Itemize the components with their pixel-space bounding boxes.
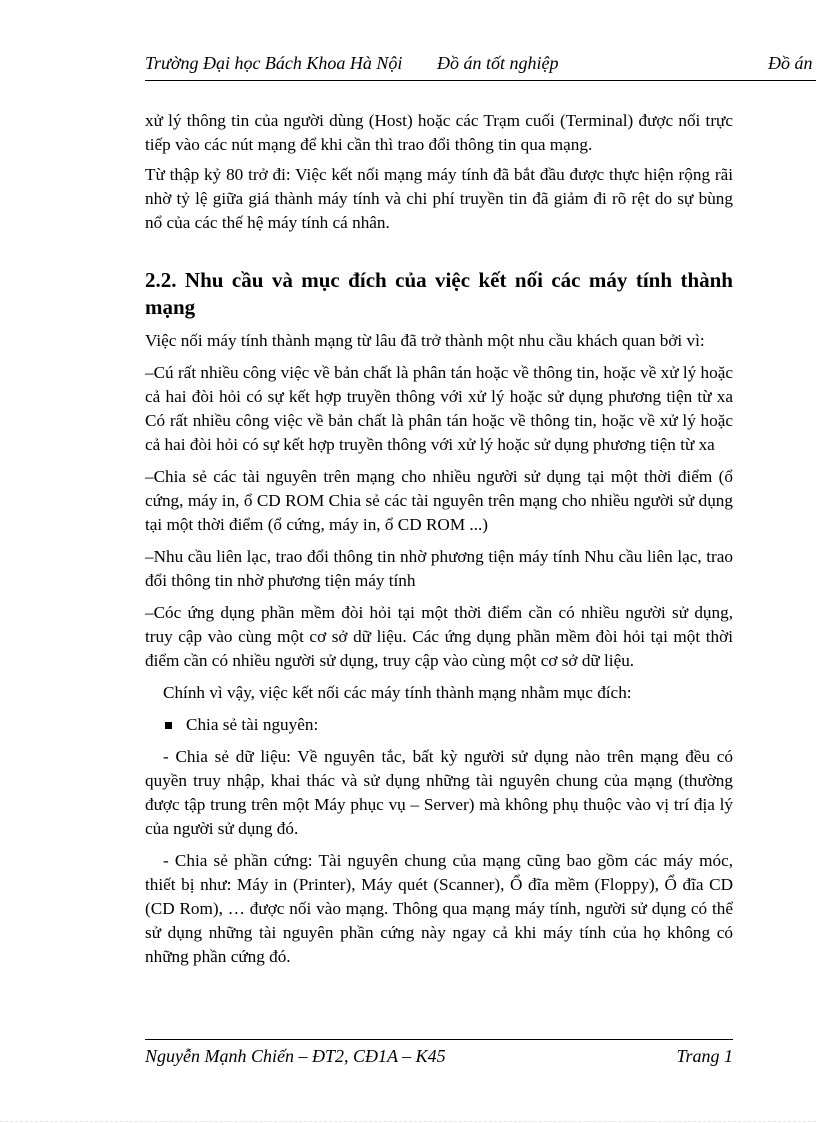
header-school: Trường Đại học Bách Khoa Hà Nội	[145, 53, 403, 73]
page-edge	[0, 1121, 816, 1122]
header-divider	[145, 80, 816, 81]
footer-author: Nguyễn Mạnh Chiến – ĐT2, CĐ1A – K45	[145, 1046, 446, 1066]
header-right-title: Đồ án	[768, 53, 813, 73]
bullet-item	[165, 713, 733, 737]
footer-page-number: Trang 1	[676, 1046, 733, 1066]
paragraph: Việc nối máy tính thành mạng từ lâu đã trở thành một nhu cầu khách quan bởi vì:	[145, 331, 705, 350]
document-body	[145, 109, 733, 977]
bullet-text: Chia sẻ tài nguyên:	[186, 715, 319, 734]
header-project-title: Đồ án tốt nghiệp	[437, 53, 559, 73]
section-heading: 2.2. Nhu cầu và mục đích của việc kết nối các máy tính thành mạng	[145, 268, 733, 319]
paragraph: xử lý thông tin của người dùng (Host) hoặc các Trạm cuối (Terminal) được nối trực tiếp vào các nút mạng để khi cần thì trao đổi thông tin qua mạng.	[145, 111, 733, 154]
paragraph: –Nhu cầu liên lạc, trao đổi thông tin nhờ phương tiện máy tính Nhu cầu liên lạc, trao đổi thông tin nhờ phương tiện máy tính	[145, 547, 733, 590]
paragraph: - Chia sẻ phần cứng: Tài nguyên chung của mạng cũng bao gồm các máy móc, thiết bị như: Máy in (Printer), Máy quét (Scanner), Ổ đĩa mềm (Floppy), Ổ đĩa CD (CD Rom), … được nối vào mạng. Thông qua mạng máy tính, người sử dụng có thể sử dụng những tài nguyên phần cứng này ngay cả khi máy tính của họ không có những phần cứng đó.	[145, 851, 733, 966]
square-bullet-icon	[165, 722, 172, 729]
paragraph: Từ thập kỷ 80 trở đi: Việc kết nối mạng máy tính đã bắt đầu được thực hiện rộng rãi nhờ tỷ lệ giữa giá thành máy tính và chi phí truyền tin đã giảm đi rõ rệt do sự bùng nổ của các thế hệ máy tính cá nhân.	[145, 165, 733, 232]
footer-divider	[145, 1039, 733, 1040]
paragraph: –Chia sẻ các tài nguyên trên mạng cho nhiều người sử dụng tại một thời điểm (ổ cứng, máy in, ổ CD ROM Chia sẻ các tài nguyên trên mạng cho nhiều người sử dụng tại một thời điểm (ổ cứng, máy in, ổ CD ROM ...)	[145, 467, 733, 534]
paragraph: –Cóc ứng dụng phần mềm đòi hỏi tại một thời điểm cần có nhiều người sử dụng, truy cập vào cùng một cơ sở dữ liệu. Các ứng dụng phần mềm đòi hỏi tại một thời điểm cần có nhiều người sử dụng, truy cập vào cùng một cơ sở dữ liệu.	[145, 603, 733, 670]
paragraph: –Cú rất nhiều công việc về bản chất là phân tán hoặc về thông tin, hoặc về xử lý hoặc cả hai đòi hỏi có sự kết hợp truyền thông với xử lý hoặc sử dụng phương tiện từ xa Có rất nhiều công việc về bản chất là phân tán hoặc về thông tin, hoặc về xử lý hoặc cả hai đòi hỏi có sự kết hợp truyền thông với xử lý hoặc sử dụng phương tiện từ xa	[145, 363, 733, 454]
paragraph: - Chia sẻ dữ liệu: Về nguyên tắc, bất kỳ người sử dụng nào trên mạng đều có quyền truy nhập, khai thác và sử dụng những tài nguyên chung của mạng (thường được tập trung trên một Máy phục vụ – Server) mà không phụ thuộc vào vị trí địa lý của người sử dụng đó.	[145, 747, 733, 838]
paragraph: Chính vì vậy, việc kết nối các máy tính thành mạng nhằm mục đích:	[163, 683, 632, 702]
